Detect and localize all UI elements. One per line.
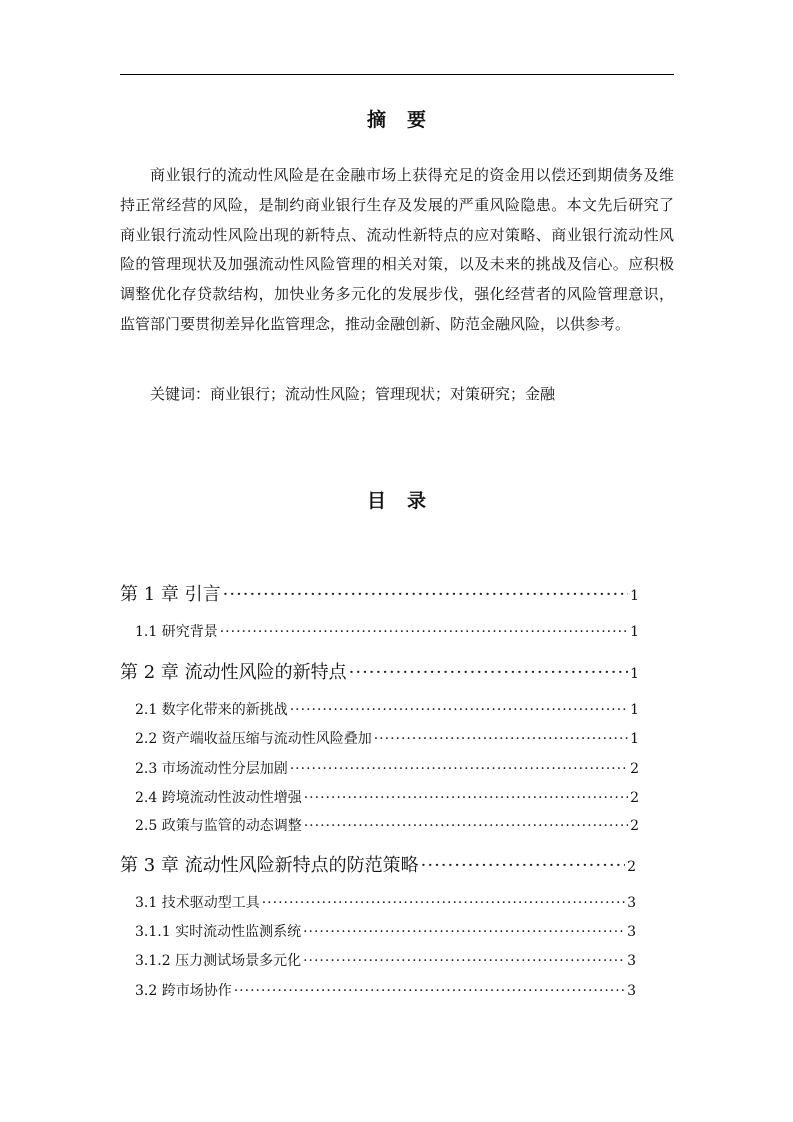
toc-leader-dots <box>303 924 625 940</box>
toc-leader-dots <box>290 761 628 777</box>
toc-entry-label: 第 1 章 引言 <box>120 584 221 605</box>
toc-leader-dots <box>303 953 625 969</box>
toc-entry-page: 3 <box>627 924 636 940</box>
toc-entry-2-3[interactable] <box>135 758 639 778</box>
toc-entry-label: 3.1 技术驱动型工具 <box>135 895 260 911</box>
toc-title: 目 录 <box>366 490 427 512</box>
toc-entry-page: 1 <box>630 666 639 682</box>
toc-entry-2-2[interactable] <box>135 728 639 748</box>
toc-leader-dots <box>374 731 628 747</box>
toc-entry-page: 2 <box>630 761 639 777</box>
toc-entry-label: 3.2 跨市场协作 <box>135 983 232 999</box>
toc-entry-2-1[interactable] <box>135 699 639 719</box>
toc-entry-label: 1.1 研究背景 <box>135 624 218 640</box>
toc-entry-label: 第 3 章 流动性风险新特点的防范策略 <box>120 855 419 876</box>
toc-leader-dots <box>223 584 628 605</box>
toc-entry-chapter-3[interactable] <box>120 851 636 877</box>
toc-entry-1-1[interactable] <box>135 621 639 641</box>
toc-leader-dots <box>421 855 625 876</box>
toc-entry-page: 1 <box>630 588 639 604</box>
toc-leader-dots <box>220 624 628 640</box>
toc-entry-label: 2.1 数字化带来的新挑战 <box>135 702 288 718</box>
toc-entry-page: 2 <box>627 859 636 875</box>
toc-entry-label: 3.1.2 压力测试场景多元化 <box>135 953 302 969</box>
toc-entry-chapter-1[interactable] <box>120 580 639 606</box>
toc-entry-page: 3 <box>627 983 636 999</box>
abstract-title: 摘 要 <box>366 109 427 131</box>
toc-leader-dots <box>234 983 625 999</box>
toc-entry-page: 3 <box>627 953 636 969</box>
toc-entry-label: 第 2 章 流动性风险的新特点 <box>120 662 347 683</box>
toc-entry-page: 1 <box>630 731 639 747</box>
toc-entry-label: 2.2 资产端收益压缩与流动性风险叠加 <box>135 731 372 747</box>
toc-leader-dots <box>349 662 628 683</box>
toc-entry-page: 2 <box>630 818 639 834</box>
toc-entry-page: 1 <box>630 702 639 718</box>
toc-entry-3-1[interactable] <box>135 892 636 912</box>
toc-entry-label: 2.4 跨境流动性波动性增强 <box>135 790 302 806</box>
toc-entry-label: 2.5 政策与监管的动态调整 <box>135 818 302 834</box>
toc-entry-page: 1 <box>630 624 639 640</box>
toc-entry-label: 2.3 市场流动性分层加剧 <box>135 761 288 777</box>
toc-entry-3-1-2[interactable] <box>135 950 636 970</box>
toc-entry-3-2[interactable] <box>135 980 636 1000</box>
toc-entry-2-4[interactable] <box>135 787 639 807</box>
toc-entry-chapter-2[interactable] <box>120 658 639 684</box>
toc-leader-dots <box>304 818 628 834</box>
toc-entry-label: 3.1.1 实时流动性监测系统 <box>135 924 302 940</box>
toc-entry-2-5[interactable] <box>135 815 639 835</box>
toc-entry-3-1-1[interactable] <box>135 921 636 941</box>
toc-leader-dots <box>290 702 628 718</box>
toc-entry-page: 2 <box>630 790 639 806</box>
keywords-line: 关键词：商业银行；流动性风险；管理现状；对策研究；金融 <box>150 385 556 403</box>
toc-leader-dots <box>262 895 625 911</box>
abstract-paragraph: 商业银行的流动性风险是在金融市场上获得充足的资金用以偿还到期债务及维持正常经营的风险，是制约商业银行生存及发展的严重风险隐患。本文先后研究了商业银行流动性风险出现的新特点、流动性新特点的应对策略、商业银行流动性风险的管理现状及加强流动性风险管理的相关对策，以及未来的挑战及信心。应积极调整优化存贷款结构，加快业务多元化的发展步伐，强化经营者的风险管理意识，监管部门要贯彻差异化监管理念，推动金融创新、防范金融风险，以供参考。 <box>120 166 674 333</box>
toc-entry-page: 3 <box>627 895 636 911</box>
toc-leader-dots <box>304 790 628 806</box>
